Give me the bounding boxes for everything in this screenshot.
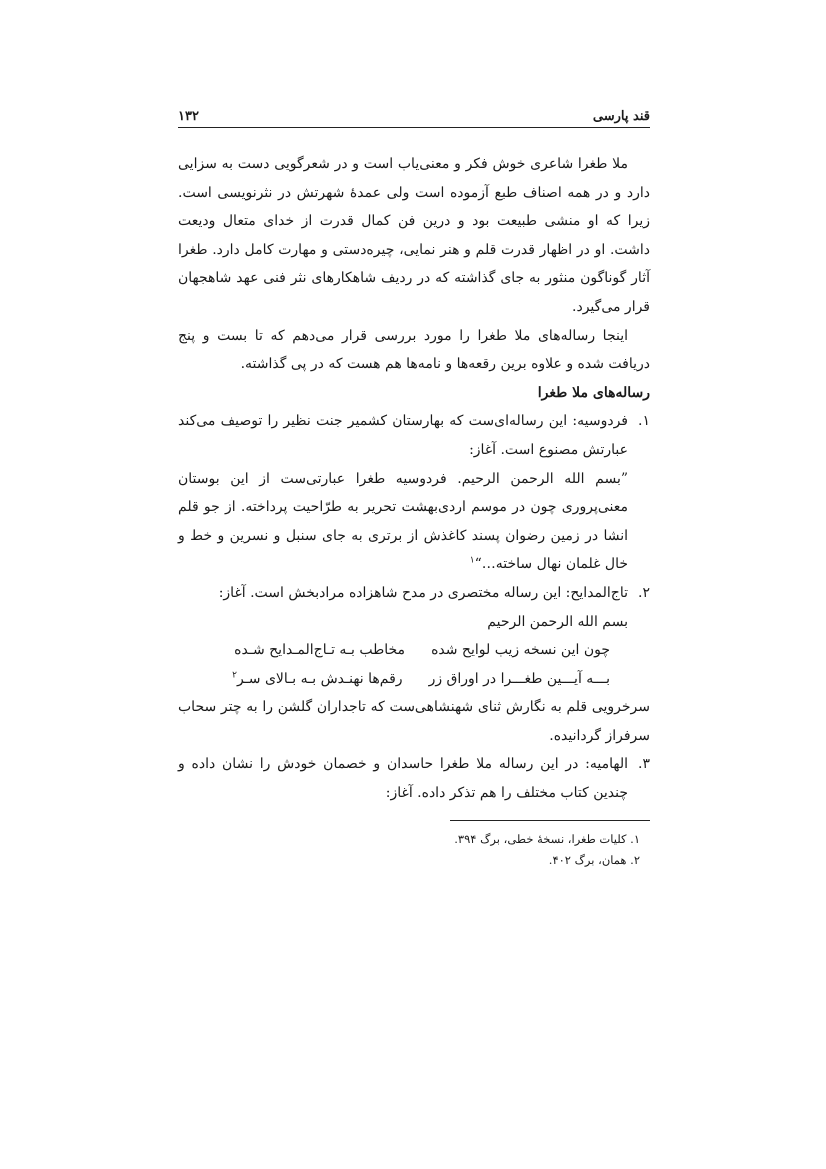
hemistich: بـــه آیـــین طغـــرا در اوراق زر (428, 670, 610, 687)
verse-line (178, 665, 650, 694)
hemistich: رقم‌ها نهنـدش بـه بـالای سـر$^۲$ (232, 670, 403, 687)
item-continuation: سرخرویی قلم به نگارش ثنای شهنشاهی‌ست که تاجداران گلشن را به چتر سحاب سرفراز گردانیده. (178, 699, 650, 744)
item-quote: ”بسم الله الرحمن الرحیم. فردوسیه طغرا عبارتی‌ست از این بوستان معنی‌پروری چون در موسم اردی‌بهشت تحریر به طرّاحیت پرداخته. از جو قلم انشا در زمین رضوان پسند کاغذش از برتری به جای سنبل و نسرین و خط و خال غلمان نهال ساخته…“$^۱$ (178, 470, 628, 573)
hemistich: چون این نسخه زیب لوایح شده (431, 642, 610, 659)
item-text: الهامیه: در این رساله ملا طغرا حاسدان و خصمان خودش را نشان داده و چندین کتاب مختلف را هم تذکر داده. آغاز: (178, 756, 628, 802)
page-content (178, 100, 650, 808)
item-number: ۱. (638, 413, 650, 430)
paragraph: اینجا رساله‌های ملا طغرا را مورد بررسی قرار می‌دهم که تا بست و پنج دریافت شده و علاوه برین رقعه‌ها و نامه‌ها هم هست که در پی گذاشته. (178, 327, 650, 373)
footnote-ref: ۲ (232, 670, 237, 681)
list-item (178, 579, 650, 636)
verse-line (178, 636, 650, 665)
basmala: بسم الله الرحمن الرحیم (487, 613, 628, 630)
list-item (178, 750, 650, 807)
hemistich: مخاطب بـه تـاج‌المـدایح شـده (234, 642, 406, 659)
footnote-ref: ۱ (469, 555, 475, 566)
running-header (178, 100, 650, 128)
footnote: ۱. کلیات طغرا، نسخهٔ خطی، برگ ۳۹۴. (454, 832, 640, 846)
page-number: ۱۳۲ (178, 109, 199, 124)
main-text (178, 150, 650, 808)
footnotes (178, 820, 650, 871)
paragraph: ملا طغرا شاعری خوش فکر و معنی‌یاب است و در شعرگویی دست به سزایی دارد و در همه اصناف طبع آزموده است ولی عمدهٔ شهرتش در نثرنویسی است. زیرا که او منشی طبیعت بود و درین فن کمال قدرت از خدای متعال ودیعت داشت. او در اظهار قدرت قلم و هنر نمایی، چیره‌دستی و مهارت کامل دارد. طغرا آثار گوناگون منثور به جای گذاشته که در ردیف شاهکارهای نثر فنی عهد شاهجهان قرار می‌گیرد. (178, 156, 650, 315)
item-number: ۳. (638, 756, 650, 773)
item-number: ۲. (638, 584, 650, 601)
footnote-divider (450, 820, 650, 821)
item-text: تاج‌المدایح: این رساله مختصری در مدح شاهزاده مرادبخش است. آغاز: (218, 584, 628, 601)
section-heading: رساله‌های ملا طغرا (537, 384, 650, 401)
running-title: قند پارسی (592, 109, 650, 124)
item-text: فردوسیه: این رساله‌ای‌ست که بهارستان کشمیر جنت نظیر را توصیف می‌کند عبارتش مصنوع است. آغاز: (178, 413, 628, 458)
footnote: ۲. همان، برگ ۴۰۲. (548, 853, 640, 867)
list-item (178, 407, 650, 579)
